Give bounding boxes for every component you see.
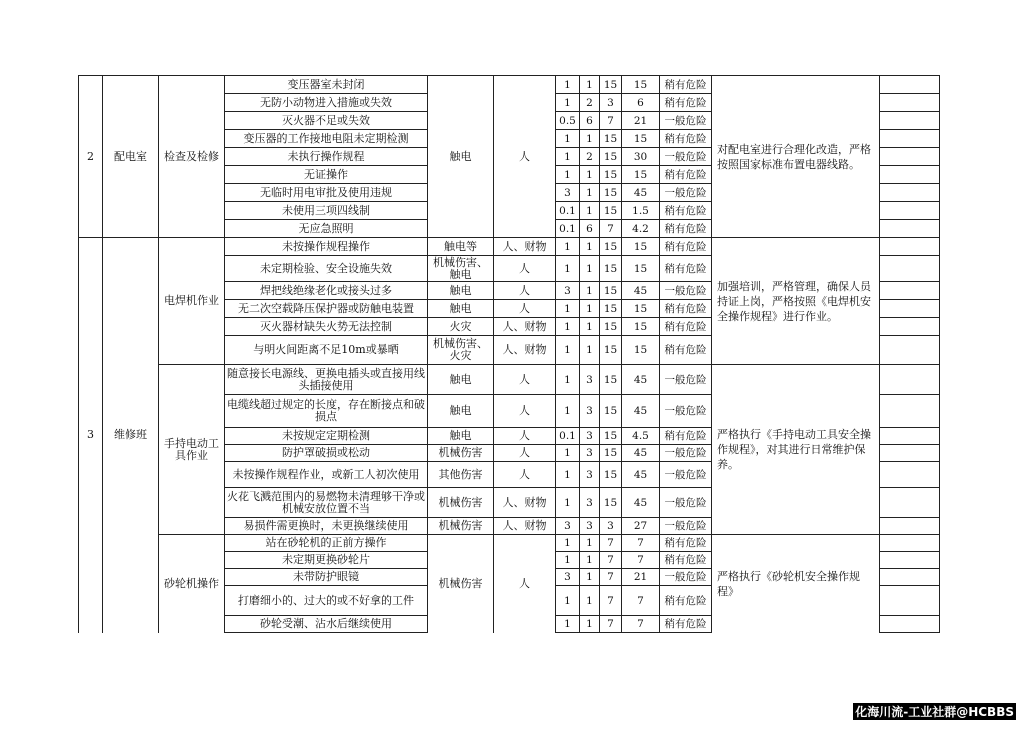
d-value: 27 <box>622 518 660 535</box>
l-value: 1 <box>556 166 580 184</box>
risk-level-cell: 一般危险 <box>660 282 712 300</box>
d-value: 1.5 <box>622 202 660 220</box>
l-value: 1 <box>556 318 580 336</box>
blank-cell <box>880 256 940 282</box>
l-value: 1 <box>556 445 580 462</box>
risk-assessment-table <box>78 75 940 633</box>
affected-cell: 人 <box>494 282 556 300</box>
d-value: 15 <box>622 130 660 148</box>
c-value: 15 <box>600 148 622 166</box>
hazard-cell: 未执行操作规程 <box>225 148 428 166</box>
d-value: 45 <box>622 462 660 488</box>
risk-level-cell: 稍有危险 <box>660 256 712 282</box>
e-value: 1 <box>580 256 600 282</box>
e-value: 3 <box>580 488 600 518</box>
activity-cell: 砂轮机操作 <box>159 535 225 633</box>
risk-level-cell: 一般危险 <box>660 148 712 166</box>
blank-cell <box>880 535 940 552</box>
hazard-cell: 火花飞溅范围内的易燃物未清理够干净或机械安放位置不当 <box>225 488 428 518</box>
d-value: 30 <box>622 148 660 166</box>
hazard-cell: 未使用三项四线制 <box>225 202 428 220</box>
d-value: 45 <box>622 445 660 462</box>
hazard-cell: 未按操作规程作业，或新工人初次使用 <box>225 462 428 488</box>
l-value: 3 <box>556 184 580 202</box>
workplace-cell: 配电室 <box>103 76 159 238</box>
table-row <box>79 238 940 256</box>
risk-level-cell: 稍有危险 <box>660 300 712 318</box>
risk-level-cell: 稍有危险 <box>660 616 712 633</box>
l-value: 1 <box>556 94 580 112</box>
risk-level-cell: 稍有危险 <box>660 535 712 552</box>
d-value: 45 <box>622 395 660 428</box>
c-value: 15 <box>600 202 622 220</box>
activity-cell: 电焊机作业 <box>159 238 225 365</box>
c-value: 15 <box>600 462 622 488</box>
blank-cell <box>880 130 940 148</box>
c-value: 7 <box>600 220 622 238</box>
d-value: 6 <box>622 94 660 112</box>
d-value: 15 <box>622 238 660 256</box>
accident-type-cell: 其他伤害 <box>428 462 494 488</box>
control-measures-cell: 加强培训，严格管理，确保人员持证上岗，严格按照《电焊机安全操作规程》进行作业。 <box>712 238 880 365</box>
blank-cell <box>880 462 940 488</box>
table-row <box>79 76 940 94</box>
risk-level-cell: 一般危险 <box>660 184 712 202</box>
risk-level-cell: 稍有危险 <box>660 166 712 184</box>
l-value: 1 <box>556 488 580 518</box>
row-number: 3 <box>79 238 103 633</box>
d-value: 15 <box>622 336 660 365</box>
e-value: 1 <box>580 616 600 633</box>
d-value: 7 <box>622 586 660 616</box>
c-value: 15 <box>600 336 622 365</box>
risk-level-cell: 一般危险 <box>660 488 712 518</box>
hazard-cell: 灭火器不足或失效 <box>225 112 428 130</box>
e-value: 2 <box>580 148 600 166</box>
d-value: 21 <box>622 569 660 586</box>
l-value: 0.1 <box>556 202 580 220</box>
d-value: 7 <box>622 535 660 552</box>
d-value: 45 <box>622 282 660 300</box>
risk-level-cell: 一般危险 <box>660 462 712 488</box>
accident-type-cell: 机械伤害 <box>428 518 494 535</box>
c-value: 15 <box>600 300 622 318</box>
table-row <box>79 535 940 552</box>
e-value: 1 <box>580 282 600 300</box>
risk-level-cell: 稍有危险 <box>660 318 712 336</box>
c-value: 3 <box>600 94 622 112</box>
hazard-cell: 未定期更换砂轮片 <box>225 552 428 569</box>
affected-cell: 人 <box>494 535 556 633</box>
affected-cell: 人 <box>494 365 556 395</box>
hazard-cell: 无应急照明 <box>225 220 428 238</box>
e-value: 3 <box>580 445 600 462</box>
hazard-cell: 无二次空载降压保护器或防触电装置 <box>225 300 428 318</box>
affected-cell: 人 <box>494 300 556 318</box>
risk-level-cell: 稍有危险 <box>660 94 712 112</box>
blank-cell <box>880 365 940 395</box>
c-value: 15 <box>600 256 622 282</box>
c-value: 15 <box>600 365 622 395</box>
e-value: 1 <box>580 202 600 220</box>
d-value: 7 <box>622 552 660 569</box>
d-value: 15 <box>622 256 660 282</box>
l-value: 1 <box>556 586 580 616</box>
blank-cell <box>880 282 940 300</box>
risk-level-cell: 稍有危险 <box>660 202 712 220</box>
hazard-cell: 变压器室未封闭 <box>225 76 428 94</box>
accident-type-cell: 机械伤害 <box>428 445 494 462</box>
e-value: 1 <box>580 76 600 94</box>
l-value: 0.5 <box>556 112 580 130</box>
hazard-cell: 无临时用电审批及使用违规 <box>225 184 428 202</box>
c-value: 7 <box>600 552 622 569</box>
l-value: 1 <box>556 395 580 428</box>
e-value: 3 <box>580 518 600 535</box>
e-value: 3 <box>580 395 600 428</box>
e-value: 3 <box>580 462 600 488</box>
e-value: 1 <box>580 336 600 365</box>
e-value: 6 <box>580 220 600 238</box>
blank-cell <box>880 552 940 569</box>
e-value: 1 <box>580 318 600 336</box>
blank-cell <box>880 184 940 202</box>
accident-type-cell: 触电 <box>428 365 494 395</box>
affected-cell: 人 <box>494 76 556 238</box>
hazard-cell: 无证操作 <box>225 166 428 184</box>
affected-cell: 人 <box>494 395 556 428</box>
e-value: 2 <box>580 94 600 112</box>
l-value: 1 <box>556 148 580 166</box>
e-value: 1 <box>580 569 600 586</box>
c-value: 15 <box>600 488 622 518</box>
c-value: 7 <box>600 586 622 616</box>
risk-level-cell: 稍有危险 <box>660 428 712 445</box>
risk-level-cell: 一般危险 <box>660 445 712 462</box>
blank-cell <box>880 300 940 318</box>
blank-cell <box>880 112 940 130</box>
c-value: 15 <box>600 445 622 462</box>
e-value: 1 <box>580 166 600 184</box>
accident-type-cell: 机械伤害、火灾 <box>428 336 494 365</box>
blank-cell <box>880 445 940 462</box>
l-value: 1 <box>556 256 580 282</box>
risk-level-cell: 稍有危险 <box>660 586 712 616</box>
hazard-cell: 与明火间距离不足10m或暴晒 <box>225 336 428 365</box>
hazard-cell: 未按操作规程操作 <box>225 238 428 256</box>
l-value: 1 <box>556 130 580 148</box>
risk-level-cell: 稍有危险 <box>660 220 712 238</box>
l-value: 1 <box>556 462 580 488</box>
activity-cell: 检查及检修 <box>159 76 225 238</box>
blank-cell <box>880 238 940 256</box>
row-number: 2 <box>79 76 103 238</box>
accident-type-cell: 触电等 <box>428 238 494 256</box>
d-value: 4.5 <box>622 428 660 445</box>
hazard-cell: 未定期检验、安全设施失效 <box>225 256 428 282</box>
c-value: 15 <box>600 282 622 300</box>
l-value: 3 <box>556 569 580 586</box>
c-value: 7 <box>600 616 622 633</box>
affected-cell: 人、财物 <box>494 318 556 336</box>
risk-level-cell: 一般危险 <box>660 112 712 130</box>
accident-type-cell: 机械伤害、触电 <box>428 256 494 282</box>
blank-cell <box>880 76 940 94</box>
d-value: 21 <box>622 112 660 130</box>
d-value: 15 <box>622 166 660 184</box>
hazard-cell: 无防小动物进入措施或失效 <box>225 94 428 112</box>
blank-cell <box>880 518 940 535</box>
control-measures-cell: 严格执行《砂轮机安全操作规程》 <box>712 535 880 633</box>
l-value: 1 <box>556 300 580 318</box>
l-value: 1 <box>556 616 580 633</box>
accident-type-cell: 触电 <box>428 300 494 318</box>
hazard-cell: 打磨细小的、过大的或不好拿的工件 <box>225 586 428 616</box>
d-value: 15 <box>622 76 660 94</box>
hazard-cell: 变压器的工作接地电阻未定期检测 <box>225 130 428 148</box>
risk-level-cell: 稍有危险 <box>660 336 712 365</box>
c-value: 15 <box>600 395 622 428</box>
blank-cell <box>880 166 940 184</box>
l-value: 1 <box>556 552 580 569</box>
e-value: 1 <box>580 552 600 569</box>
risk-level-cell: 稍有危险 <box>660 552 712 569</box>
blank-cell <box>880 569 940 586</box>
hazard-cell: 未按规定定期检测 <box>225 428 428 445</box>
c-value: 15 <box>600 428 622 445</box>
hazard-cell: 焊把线绝缘老化或接头过多 <box>225 282 428 300</box>
l-value: 1 <box>556 336 580 365</box>
table-row <box>79 365 940 395</box>
e-value: 6 <box>580 112 600 130</box>
c-value: 3 <box>600 518 622 535</box>
l-value: 3 <box>556 282 580 300</box>
affected-cell: 人、财物 <box>494 336 556 365</box>
c-value: 7 <box>600 112 622 130</box>
hazard-cell: 站在砂轮机的正前方操作 <box>225 535 428 552</box>
l-value: 0.1 <box>556 220 580 238</box>
affected-cell: 人 <box>494 256 556 282</box>
blank-cell <box>880 586 940 616</box>
c-value: 15 <box>600 184 622 202</box>
accident-type-cell: 触电 <box>428 428 494 445</box>
d-value: 15 <box>622 318 660 336</box>
hazard-cell: 易损件需更换时，未更换继续使用 <box>225 518 428 535</box>
c-value: 7 <box>600 569 622 586</box>
hazard-cell: 电缆线超过规定的长度，存在断接点和破损点 <box>225 395 428 428</box>
d-value: 4.2 <box>622 220 660 238</box>
blank-cell <box>880 488 940 518</box>
accident-type-cell: 火灾 <box>428 318 494 336</box>
c-value: 7 <box>600 535 622 552</box>
risk-level-cell: 一般危险 <box>660 569 712 586</box>
risk-level-cell: 稍有危险 <box>660 238 712 256</box>
e-value: 3 <box>580 365 600 395</box>
risk-level-cell: 一般危险 <box>660 518 712 535</box>
blank-cell <box>880 220 940 238</box>
watermark: 化海川流-工业社群@HCBBS <box>855 705 1014 719</box>
e-value: 1 <box>580 586 600 616</box>
e-value: 1 <box>580 300 600 318</box>
risk-level-cell: 一般危险 <box>660 395 712 428</box>
workplace-cell: 维修班 <box>103 238 159 633</box>
l-value: 1 <box>556 365 580 395</box>
risk-level-cell: 一般危险 <box>660 365 712 395</box>
blank-cell <box>880 202 940 220</box>
c-value: 15 <box>600 76 622 94</box>
e-value: 1 <box>580 184 600 202</box>
hazard-cell: 随意接长电源线、更换电插头或直接用线头插接使用 <box>225 365 428 395</box>
risk-level-cell: 稍有危险 <box>660 130 712 148</box>
risk-level-cell: 稍有危险 <box>660 76 712 94</box>
l-value: 1 <box>556 238 580 256</box>
affected-cell: 人、财物 <box>494 488 556 518</box>
c-value: 15 <box>600 166 622 184</box>
d-value: 7 <box>622 616 660 633</box>
accident-type-cell: 触电 <box>428 282 494 300</box>
affected-cell: 人 <box>494 445 556 462</box>
e-value: 3 <box>580 428 600 445</box>
l-value: 1 <box>556 535 580 552</box>
accident-type-cell: 机械伤害 <box>428 488 494 518</box>
blank-cell <box>880 395 940 428</box>
d-value: 45 <box>622 488 660 518</box>
c-value: 15 <box>600 318 622 336</box>
e-value: 1 <box>580 535 600 552</box>
hazard-cell: 灭火器材缺失火势无法控制 <box>225 318 428 336</box>
accident-type-cell: 触电 <box>428 395 494 428</box>
hazard-cell: 砂轮受潮、沾水后继续使用 <box>225 616 428 633</box>
c-value: 15 <box>600 238 622 256</box>
affected-cell: 人、财物 <box>494 518 556 535</box>
affected-cell: 人 <box>494 428 556 445</box>
d-value: 45 <box>622 184 660 202</box>
blank-cell <box>880 318 940 336</box>
activity-cell: 手持电动工具作业 <box>159 365 225 535</box>
l-value: 1 <box>556 76 580 94</box>
blank-cell <box>880 148 940 166</box>
e-value: 1 <box>580 238 600 256</box>
hazard-cell: 未带防护眼镜 <box>225 569 428 586</box>
l-value: 3 <box>556 518 580 535</box>
accident-type-cell: 机械伤害 <box>428 535 494 633</box>
blank-cell <box>880 428 940 445</box>
e-value: 1 <box>580 130 600 148</box>
d-value: 15 <box>622 300 660 318</box>
blank-cell <box>880 616 940 633</box>
blank-cell <box>880 94 940 112</box>
accident-type-cell: 触电 <box>428 76 494 238</box>
affected-cell: 人、财物 <box>494 238 556 256</box>
c-value: 15 <box>600 130 622 148</box>
control-measures-cell: 严格执行《手持电动工具安全操作规程》，对其进行日常维护保养。 <box>712 365 880 535</box>
d-value: 45 <box>622 365 660 395</box>
affected-cell: 人 <box>494 462 556 488</box>
hazard-cell: 防护罩破损或松动 <box>225 445 428 462</box>
blank-cell <box>880 336 940 365</box>
l-value: 0.1 <box>556 428 580 445</box>
control-measures-cell: 对配电室进行合理化改造，严格按照国家标准布置电器线路。 <box>712 76 880 238</box>
